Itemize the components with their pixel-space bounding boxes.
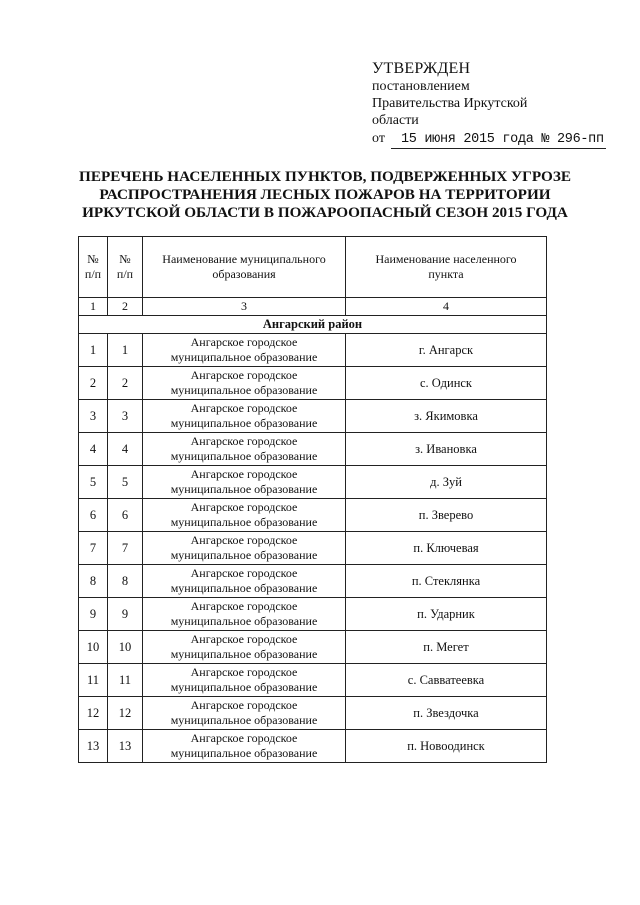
municipality-cell bbox=[143, 565, 346, 598]
municipality-line-2: муниципальное образование bbox=[170, 647, 318, 661]
municipality-cell bbox=[143, 532, 346, 565]
municipality-cell bbox=[143, 499, 346, 532]
approval-date-row bbox=[372, 131, 606, 149]
row-number: 6 bbox=[79, 499, 108, 532]
table-row bbox=[79, 631, 547, 664]
table-row bbox=[79, 697, 547, 730]
municipality-cell bbox=[143, 400, 346, 433]
municipality-line-2: муниципальное образование bbox=[170, 383, 318, 397]
row-number: 3 bbox=[79, 400, 108, 433]
settlement-cell: з. Ивановка bbox=[346, 433, 547, 466]
title-line-1: ПЕРЕЧЕНЬ НАСЕЛЕННЫХ ПУНКТОВ, ПОДВЕРЖЕННЫХ УГРОЗЕ bbox=[79, 168, 571, 185]
settlement-cell: г. Ангарск bbox=[346, 334, 547, 367]
title-line-3: ИРКУТСКОЙ ОБЛАСТИ В ПОЖАРООПАСНЫЙ СЕЗОН 2015 ГОДА bbox=[82, 204, 568, 221]
settlement-cell: п. Стеклянка bbox=[346, 565, 547, 598]
municipality-line-2: муниципальное образование bbox=[170, 548, 318, 562]
district-name: Ангарский район bbox=[79, 316, 547, 334]
document-title bbox=[70, 168, 580, 222]
municipality-line-1: Ангарское городское bbox=[190, 731, 298, 745]
municipality-line-2: муниципальное образование bbox=[170, 449, 318, 463]
row-sub-number: 6 bbox=[108, 499, 143, 532]
settlement-cell: п. Ключевая bbox=[346, 532, 547, 565]
municipality-cell bbox=[143, 334, 346, 367]
municipality-line-1: Ангарское городское bbox=[190, 566, 298, 580]
municipality-cell bbox=[143, 466, 346, 499]
title-line-2: РАСПРОСТРАНЕНИЯ ЛЕСНЫХ ПОЖАРОВ НА ТЕРРИТОРИИ bbox=[99, 186, 551, 203]
column-number: 3 bbox=[143, 298, 346, 316]
table-row bbox=[79, 664, 547, 697]
row-sub-number: 10 bbox=[108, 631, 143, 664]
column-number: 4 bbox=[346, 298, 547, 316]
municipality-cell bbox=[143, 730, 346, 763]
municipality-line-2: муниципальное образование bbox=[170, 515, 318, 529]
municipality-cell bbox=[143, 697, 346, 730]
municipality-line-1: Ангарское городское bbox=[190, 500, 298, 514]
table-row bbox=[79, 334, 547, 367]
municipality-line-2: муниципальное образование bbox=[170, 614, 318, 628]
table-header-row bbox=[79, 237, 547, 298]
row-number: 2 bbox=[79, 367, 108, 400]
municipality-line-2: муниципальное образование bbox=[170, 680, 318, 694]
municipality-line-1: Ангарское городское bbox=[190, 335, 298, 349]
settlement-cell: п. Звездочка bbox=[346, 697, 547, 730]
settlement-cell: п. Ударник bbox=[346, 598, 547, 631]
municipality-line-1: Ангарское городское bbox=[190, 632, 298, 646]
table-row bbox=[79, 433, 547, 466]
row-sub-number: 2 bbox=[108, 367, 143, 400]
column-number-row bbox=[79, 298, 547, 316]
municipality-line-1: Ангарское городское bbox=[190, 599, 298, 613]
row-sub-number: 8 bbox=[108, 565, 143, 598]
row-number: 4 bbox=[79, 433, 108, 466]
row-number: 13 bbox=[79, 730, 108, 763]
municipality-line-2: муниципальное образование bbox=[170, 581, 318, 595]
approval-block bbox=[372, 60, 622, 129]
header-col-2: № п/п bbox=[108, 237, 143, 298]
approval-date-stamp: 15 июня 2015 года № 296-пп bbox=[391, 132, 606, 149]
row-sub-number: 12 bbox=[108, 697, 143, 730]
row-sub-number: 13 bbox=[108, 730, 143, 763]
row-number: 10 bbox=[79, 631, 108, 664]
row-number: 7 bbox=[79, 532, 108, 565]
row-number: 1 bbox=[79, 334, 108, 367]
table-row bbox=[79, 532, 547, 565]
row-number: 12 bbox=[79, 697, 108, 730]
table-row bbox=[79, 730, 547, 763]
approval-line-3: области bbox=[372, 113, 419, 128]
header-col-3: Наименование муниципального образования bbox=[143, 237, 346, 298]
settlement-cell: п. Мегет bbox=[346, 631, 547, 664]
approval-heading: УТВЕРЖДЕН bbox=[372, 60, 471, 77]
table-row bbox=[79, 367, 547, 400]
municipality-line-1: Ангарское городское bbox=[190, 401, 298, 415]
table-row bbox=[79, 499, 547, 532]
approval-line-2: Правительства Иркутской bbox=[372, 96, 528, 111]
municipality-line-1: Ангарское городское bbox=[190, 368, 298, 382]
municipality-line-1: Ангарское городское bbox=[190, 698, 298, 712]
settlement-cell: п. Новоодинск bbox=[346, 730, 547, 763]
header-col-4: Наименование населенного пункта bbox=[346, 237, 547, 298]
column-number: 1 bbox=[79, 298, 108, 316]
municipality-line-1: Ангарское городское bbox=[190, 533, 298, 547]
row-number: 8 bbox=[79, 565, 108, 598]
row-sub-number: 4 bbox=[108, 433, 143, 466]
municipality-line-1: Ангарское городское bbox=[190, 467, 298, 481]
row-sub-number: 9 bbox=[108, 598, 143, 631]
municipality-cell bbox=[143, 433, 346, 466]
municipality-line-2: муниципальное образование bbox=[170, 713, 318, 727]
row-sub-number: 11 bbox=[108, 664, 143, 697]
header-col-1: № п/п bbox=[79, 237, 108, 298]
municipality-line-1: Ангарское городское bbox=[190, 434, 298, 448]
settlements-table bbox=[78, 236, 547, 763]
table-row bbox=[79, 565, 547, 598]
column-number: 2 bbox=[108, 298, 143, 316]
municipality-cell bbox=[143, 631, 346, 664]
row-number: 9 bbox=[79, 598, 108, 631]
municipality-line-2: муниципальное образование bbox=[170, 350, 318, 364]
row-number: 5 bbox=[79, 466, 108, 499]
approval-from-label: от bbox=[372, 131, 385, 146]
table-row bbox=[79, 400, 547, 433]
settlement-cell: с. Савватеевка bbox=[346, 664, 547, 697]
municipality-line-1: Ангарское городское bbox=[190, 665, 298, 679]
municipality-cell bbox=[143, 367, 346, 400]
settlement-cell: д. Зуй bbox=[346, 466, 547, 499]
municipality-line-2: муниципальное образование bbox=[170, 482, 318, 496]
table-row bbox=[79, 598, 547, 631]
settlement-cell: с. Одинск bbox=[346, 367, 547, 400]
row-sub-number: 1 bbox=[108, 334, 143, 367]
row-sub-number: 5 bbox=[108, 466, 143, 499]
municipality-cell bbox=[143, 664, 346, 697]
row-sub-number: 7 bbox=[108, 532, 143, 565]
municipality-line-2: муниципальное образование bbox=[170, 746, 318, 760]
approval-line-1: постановлением bbox=[372, 79, 470, 94]
settlement-cell: з. Якимовка bbox=[346, 400, 547, 433]
settlement-cell: п. Зверево bbox=[346, 499, 547, 532]
row-number: 11 bbox=[79, 664, 108, 697]
row-sub-number: 3 bbox=[108, 400, 143, 433]
table-row bbox=[79, 466, 547, 499]
municipality-line-2: муниципальное образование bbox=[170, 416, 318, 430]
municipality-cell bbox=[143, 598, 346, 631]
district-row bbox=[79, 316, 547, 334]
